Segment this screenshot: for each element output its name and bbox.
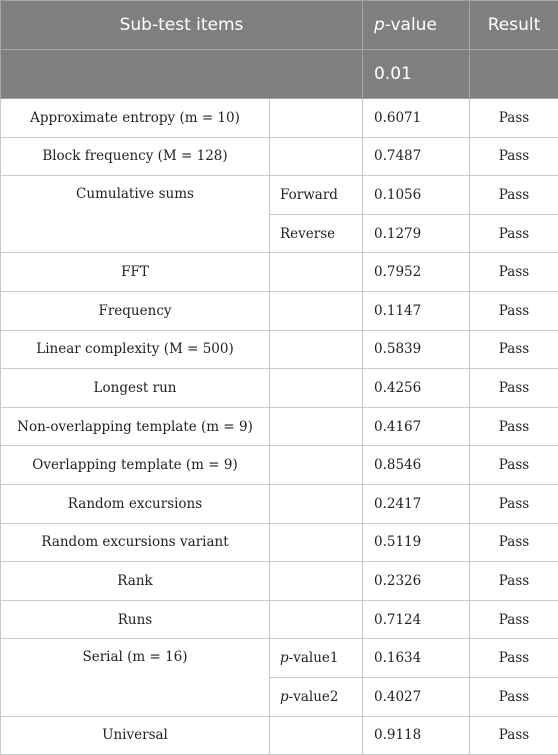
- test-name: Longest run: [1, 369, 270, 408]
- p-value: 0.5119: [363, 523, 470, 562]
- result: Pass: [470, 253, 558, 292]
- sub-item: [270, 484, 363, 523]
- result: Pass: [470, 291, 558, 330]
- table-row: [1, 600, 558, 639]
- p-value-header: p-value: [363, 1, 470, 50]
- test-name: Rank: [1, 562, 270, 601]
- threshold-blank-result: [470, 50, 558, 99]
- result: Pass: [470, 176, 558, 215]
- sub-item: p-value2: [270, 677, 363, 716]
- table-row: [1, 291, 558, 330]
- result: Pass: [470, 407, 558, 446]
- table-row: [1, 176, 558, 215]
- table-row: [1, 484, 558, 523]
- p-value: 0.1634: [363, 639, 470, 678]
- sub-item: [270, 562, 363, 601]
- p-value: 0.7487: [363, 137, 470, 176]
- result: Pass: [470, 484, 558, 523]
- header-row: [1, 1, 558, 50]
- test-name: Overlapping template (m = 9): [1, 446, 270, 485]
- table-row: [1, 330, 558, 369]
- result: Pass: [470, 600, 558, 639]
- test-name: Frequency: [1, 291, 270, 330]
- sub-item: [270, 716, 363, 755]
- result: Pass: [470, 523, 558, 562]
- result: Pass: [470, 99, 558, 138]
- p-value: 0.4256: [363, 369, 470, 408]
- sub-test-items-header: Sub-test items: [1, 1, 363, 50]
- sub-item: Forward: [270, 176, 363, 215]
- result: Pass: [470, 214, 558, 253]
- result: Pass: [470, 446, 558, 485]
- test-name: Cumulative sums: [1, 176, 270, 253]
- result: Pass: [470, 137, 558, 176]
- table-row: [1, 407, 558, 446]
- sub-item: [270, 99, 363, 138]
- p-value: 0.1147: [363, 291, 470, 330]
- table-row: [1, 99, 558, 138]
- sub-item: [270, 446, 363, 485]
- table-row: [1, 639, 558, 678]
- p-value: 0.4027: [363, 677, 470, 716]
- sub-item: [270, 600, 363, 639]
- test-name: Random excursions: [1, 484, 270, 523]
- table-row: [1, 716, 558, 755]
- p-value: 0.5839: [363, 330, 470, 369]
- test-name: Universal: [1, 716, 270, 755]
- sub-item: Reverse: [270, 214, 363, 253]
- test-name: Serial (m = 16): [1, 639, 270, 716]
- table-row: [1, 137, 558, 176]
- result: Pass: [470, 677, 558, 716]
- sub-item: [270, 407, 363, 446]
- table-row: [1, 562, 558, 601]
- test-name: Approximate entropy (m = 10): [1, 99, 270, 138]
- table-row: [1, 253, 558, 292]
- result-header: Result: [470, 1, 558, 50]
- p-value: 0.1279: [363, 214, 470, 253]
- sub-item: [270, 330, 363, 369]
- table-row: [1, 523, 558, 562]
- sub-item: [270, 137, 363, 176]
- sub-item: [270, 523, 363, 562]
- result: Pass: [470, 369, 558, 408]
- table-row: [1, 369, 558, 408]
- test-name: Runs: [1, 600, 270, 639]
- test-name: FFT: [1, 253, 270, 292]
- sub-item: p-value1: [270, 639, 363, 678]
- p-value: 0.2417: [363, 484, 470, 523]
- result: Pass: [470, 562, 558, 601]
- test-name: Random excursions variant: [1, 523, 270, 562]
- p-value: 0.7952: [363, 253, 470, 292]
- p-value: 0.9118: [363, 716, 470, 755]
- threshold-blank: [1, 50, 363, 99]
- result: Pass: [470, 716, 558, 755]
- threshold-value: 0.01: [363, 50, 470, 99]
- p-value: 0.7124: [363, 600, 470, 639]
- table-row: [1, 446, 558, 485]
- p-value: 0.6071: [363, 99, 470, 138]
- test-name: Linear complexity (M = 500): [1, 330, 270, 369]
- sub-item: [270, 291, 363, 330]
- sub-item: [270, 253, 363, 292]
- test-name: Block frequency (M = 128): [1, 137, 270, 176]
- threshold-row: [1, 50, 558, 99]
- sub-item: [270, 369, 363, 408]
- p-value: 0.8546: [363, 446, 470, 485]
- p-value: 0.2326: [363, 562, 470, 601]
- p-value: 0.4167: [363, 407, 470, 446]
- result: Pass: [470, 330, 558, 369]
- result: Pass: [470, 639, 558, 678]
- p-value: 0.1056: [363, 176, 470, 215]
- test-name: Non-overlapping template (m = 9): [1, 407, 270, 446]
